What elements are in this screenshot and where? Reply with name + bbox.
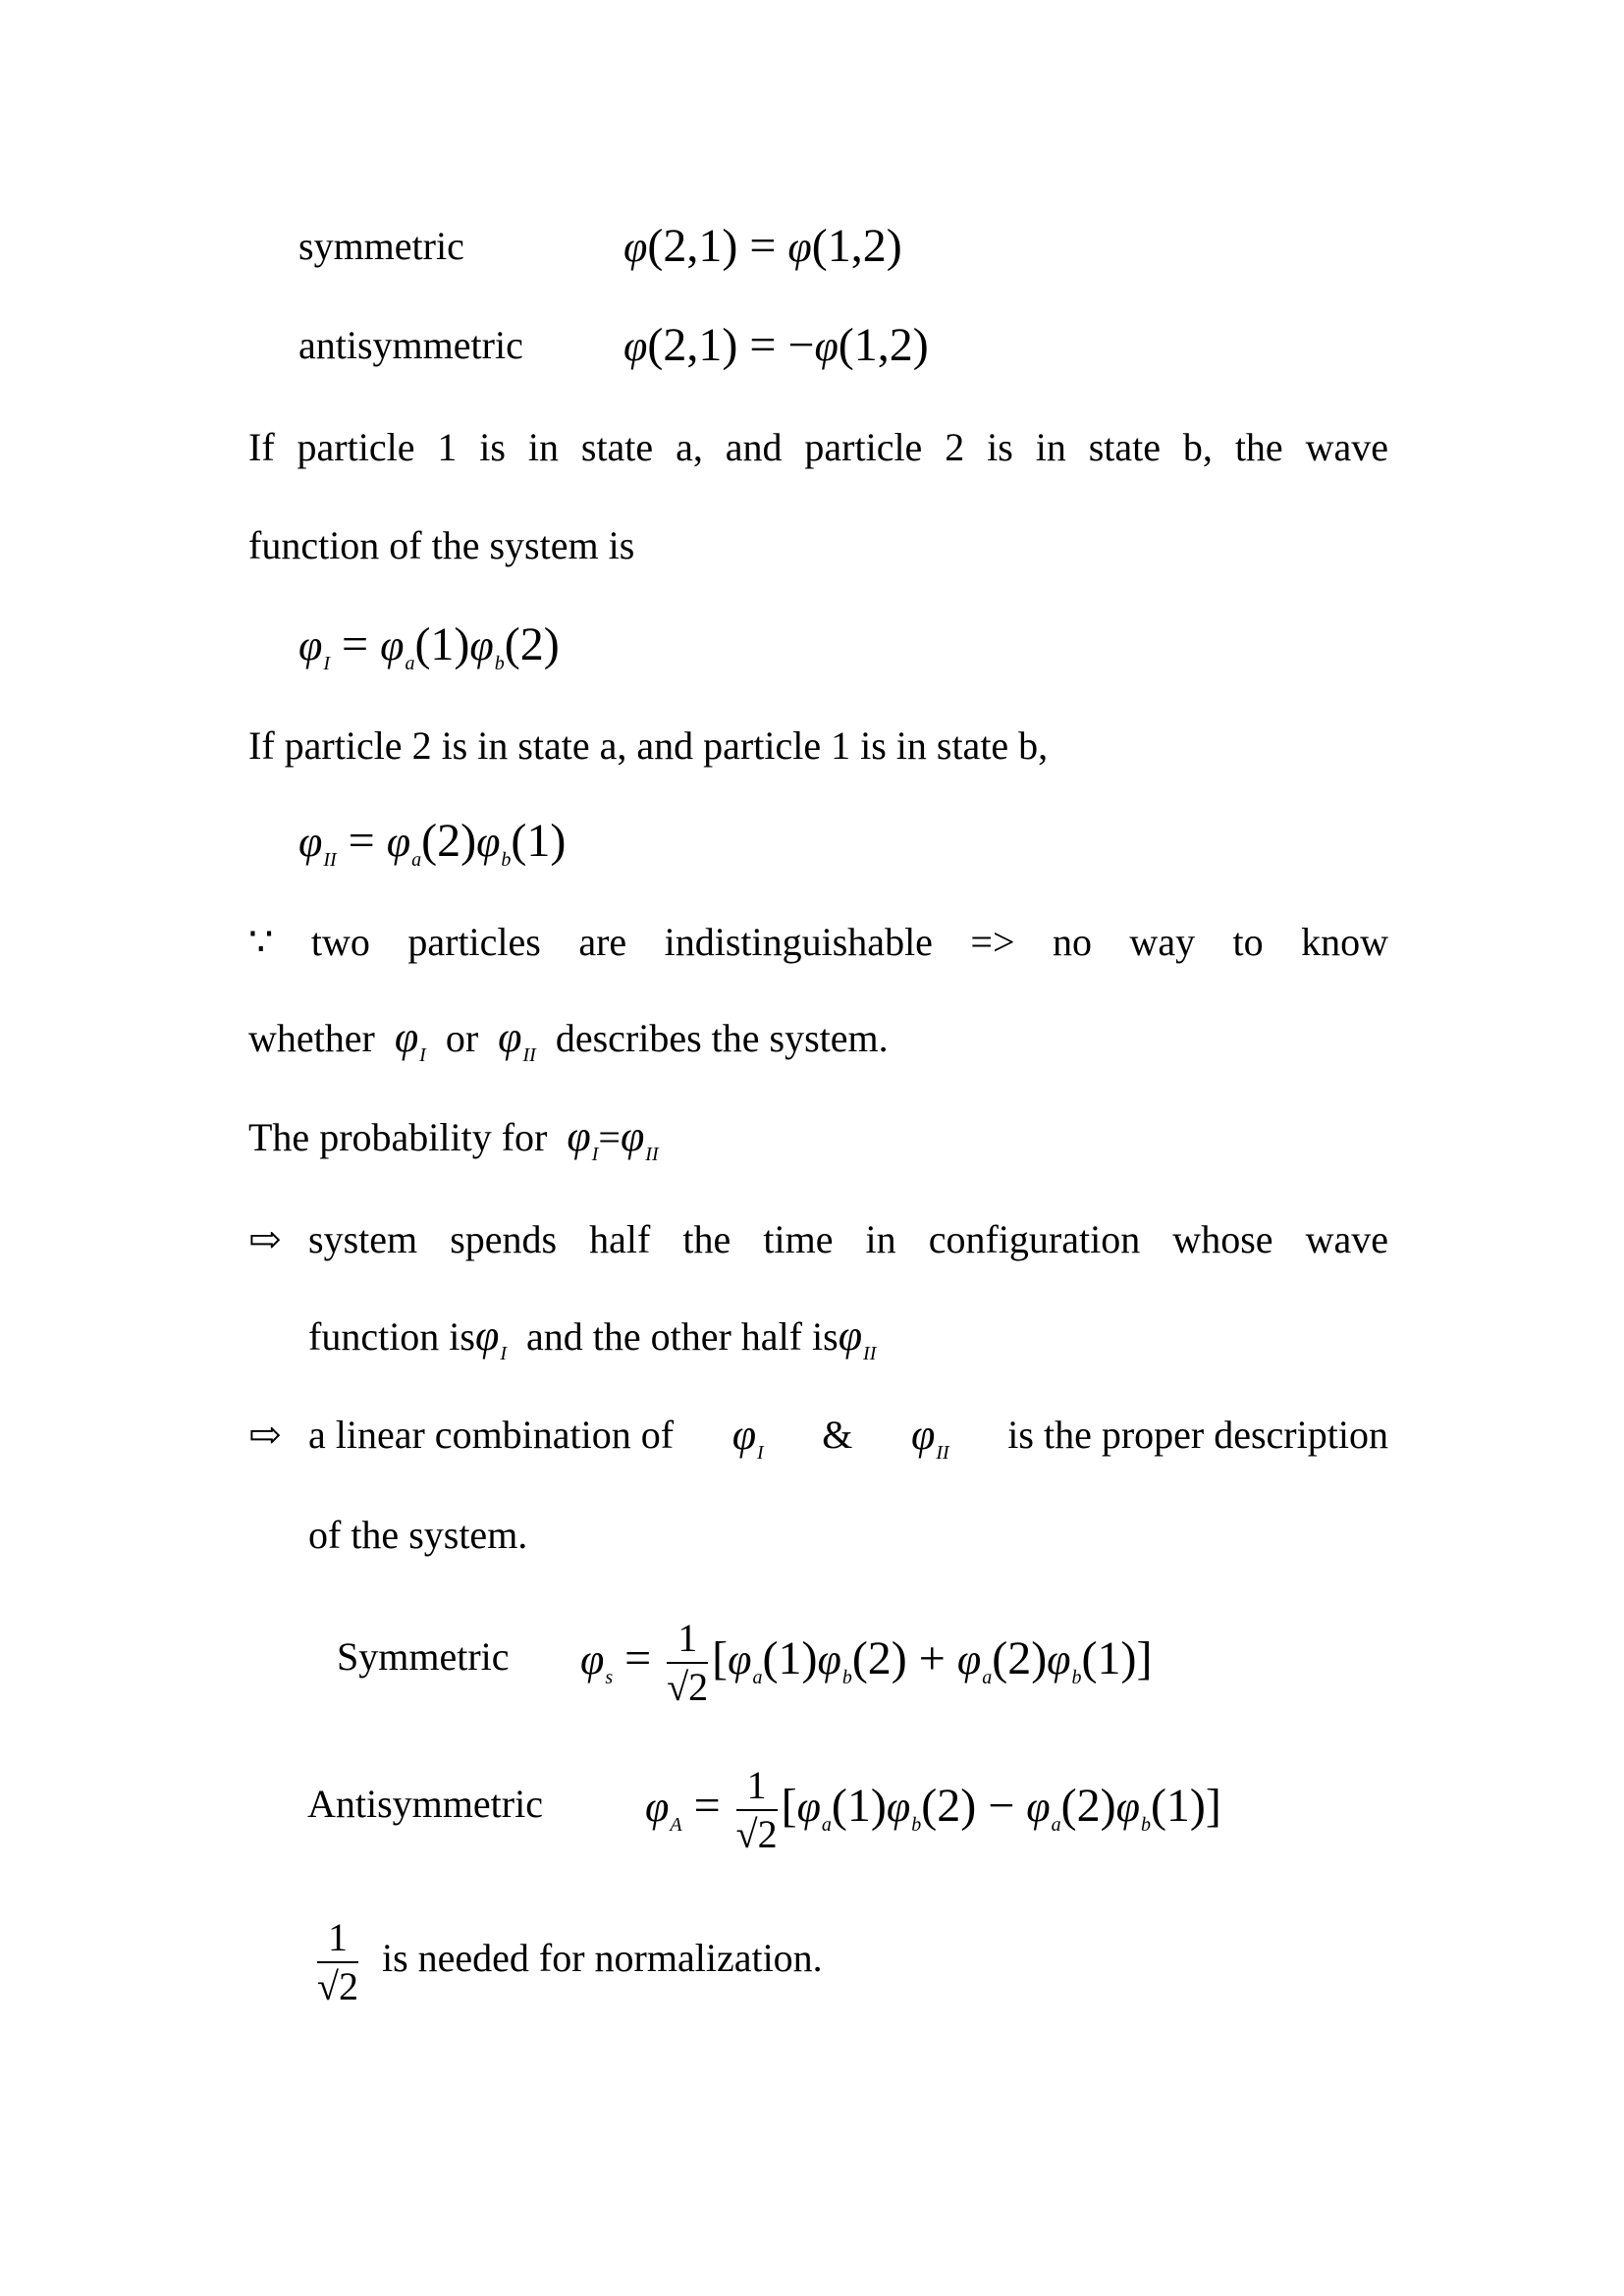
math-text: (1) (414, 618, 470, 670)
text: is needed for normalization. (381, 1936, 823, 1980)
subscript: s (605, 1667, 614, 1688)
subscript: a (821, 1814, 832, 1836)
text: or (445, 1016, 479, 1060)
subscript: b (841, 1667, 852, 1688)
text: function is (308, 1314, 475, 1359)
normalization-note (313, 1909, 823, 2007)
phi-I-symbol (394, 1013, 426, 1066)
math-text: (1)] (1081, 1632, 1153, 1684)
math-text: = (330, 618, 381, 670)
subscript: a (405, 653, 415, 674)
subscript: b (1140, 1814, 1151, 1836)
phi-symbol: φ (620, 1112, 645, 1160)
phi-symbol: φ (731, 1411, 757, 1459)
math-text: (1) (831, 1780, 887, 1832)
antisymmetric-combination-equation (645, 1757, 1221, 1855)
phi-symbol: φ (623, 223, 648, 271)
phi-symbol: φ (1115, 1783, 1140, 1831)
symmetric-combination-equation (580, 1610, 1152, 1708)
bullet-linear-combination (308, 1406, 1388, 1465)
math-text: (2,1) = − (647, 319, 815, 371)
phi-symbol: φ (817, 1635, 841, 1683)
phi-symbol: φ (386, 818, 411, 866)
symmetric-combination-label: Symmetric (337, 1634, 510, 1679)
math-text: (2) − (921, 1780, 1027, 1832)
math-text: (1) (762, 1632, 818, 1684)
subscript: I (419, 1044, 426, 1066)
paragraph-probability (248, 1107, 659, 1166)
phi-symbol: φ (645, 1783, 670, 1831)
math-text: = (681, 1780, 732, 1832)
phi-symbol: φ (787, 223, 812, 271)
subscript: II (863, 1343, 877, 1364)
denominator: √2 (735, 1811, 778, 1856)
subscript: II (522, 1044, 536, 1066)
one-over-root-two (667, 1615, 709, 1709)
subscript: b (494, 653, 505, 674)
subscript: I (500, 1343, 507, 1364)
phi-II-equation (298, 812, 566, 871)
math-text: [ (712, 1632, 729, 1684)
one-over-root-two (317, 1914, 358, 2008)
phi-symbol: φ (476, 818, 501, 866)
math-text: (2) (992, 1632, 1048, 1684)
text: a linear combination of (308, 1413, 675, 1457)
subscript: I (757, 1442, 764, 1464)
phi-symbol: φ (567, 1112, 591, 1160)
math-text: [ (781, 1780, 797, 1832)
numerator: 1 (736, 1766, 778, 1811)
subscript: I (591, 1144, 599, 1165)
phi-symbol: φ (298, 621, 323, 669)
phi-I-symbol (732, 1406, 764, 1465)
phi-symbol: φ (814, 322, 839, 370)
symmetric-label: symmetric (298, 224, 464, 268)
text: and the other half is (526, 1314, 839, 1359)
math-text: (1) (511, 815, 567, 867)
antisymmetric-equation (623, 316, 929, 375)
one-over-root-two (735, 1762, 778, 1856)
phi-symbol: φ (911, 1411, 936, 1459)
subscript: II (936, 1442, 949, 1464)
denominator: √2 (317, 1963, 358, 2008)
phi-symbol: φ (498, 1013, 522, 1061)
subscript: a (411, 849, 422, 871)
subscript: a (982, 1667, 993, 1688)
symmetric-equation (623, 217, 902, 276)
subscript: b (1071, 1667, 1082, 1688)
text: & (822, 1413, 853, 1457)
text: The probability for (248, 1115, 548, 1159)
text: whether (248, 1016, 375, 1060)
text: describes the system. (555, 1016, 889, 1060)
phi-symbol: φ (956, 1635, 982, 1683)
antisymmetric-combination-label: Antisymmetric (307, 1782, 543, 1826)
subscript: A (670, 1814, 682, 1836)
phi-II-symbol (498, 1013, 536, 1066)
phi-symbol: φ (380, 621, 405, 669)
arrow-icon: ⇨ (248, 1217, 282, 1261)
math-text: (2) (421, 815, 477, 867)
math-text: = (613, 1632, 664, 1684)
phi-symbol: φ (469, 621, 494, 669)
subscript: II (323, 849, 337, 871)
antisymmetric-label: antisymmetric (298, 323, 523, 367)
subscript: I (323, 653, 331, 674)
paragraph-indistinguishable: ∵ two particles are indistinguishable => no way to know (248, 920, 1388, 964)
paragraph-particle1: If particle 1 is in state a, and particle 2 is in state b, the wave (248, 425, 1388, 469)
paragraph-particle2: If particle 2 is in state a, and particle 1 is in state b, (248, 723, 1049, 768)
paragraph-particle1-cont: function of the system is (248, 523, 635, 567)
phi-symbol: φ (623, 322, 648, 370)
math-text: (2,1) = (647, 220, 788, 272)
numerator: 1 (667, 1619, 708, 1664)
subscript: b (501, 849, 512, 871)
phi-symbol: φ (474, 1311, 500, 1360)
probability-equation (567, 1112, 659, 1165)
phi-symbol: φ (796, 1783, 821, 1831)
numerator: 1 (317, 1918, 358, 1963)
subscript: a (1051, 1814, 1061, 1836)
text: is the proper description (1007, 1413, 1388, 1457)
subscript: a (752, 1667, 763, 1688)
phi-I-equation (298, 615, 560, 674)
subscript: II (645, 1144, 659, 1165)
math-text: (2) + (851, 1632, 957, 1684)
subscript: b (911, 1814, 922, 1836)
math-text: = (336, 815, 387, 867)
phi-symbol: φ (394, 1013, 419, 1061)
phi-I-symbol (474, 1311, 507, 1364)
paragraph-whether (248, 1008, 889, 1067)
math-text: (1,2) (838, 319, 929, 371)
math-text: (2) (1060, 1780, 1116, 1832)
phi-II-symbol (911, 1406, 949, 1465)
math-text: (1)] (1150, 1780, 1221, 1832)
bullet-linear-combination-cont: of the system. (308, 1513, 528, 1557)
phi-symbol: φ (838, 1311, 863, 1360)
math-text: = (598, 1115, 621, 1159)
phi-symbol: φ (1047, 1635, 1071, 1683)
phi-II-symbol (838, 1311, 877, 1364)
phi-symbol: φ (1026, 1783, 1051, 1831)
bullet-system-spends: system spends half the time in configuration whose wave (308, 1217, 1388, 1261)
phi-symbol: φ (580, 1635, 605, 1683)
bullet-system-spends-cont (308, 1307, 876, 1365)
math-text: (1,2) (811, 220, 902, 272)
phi-symbol: φ (728, 1635, 752, 1683)
denominator: √2 (667, 1664, 709, 1709)
phi-symbol: φ (298, 818, 323, 866)
arrow-icon: ⇨ (248, 1413, 282, 1457)
phi-symbol: φ (886, 1783, 911, 1831)
math-text: (2) (504, 618, 560, 670)
